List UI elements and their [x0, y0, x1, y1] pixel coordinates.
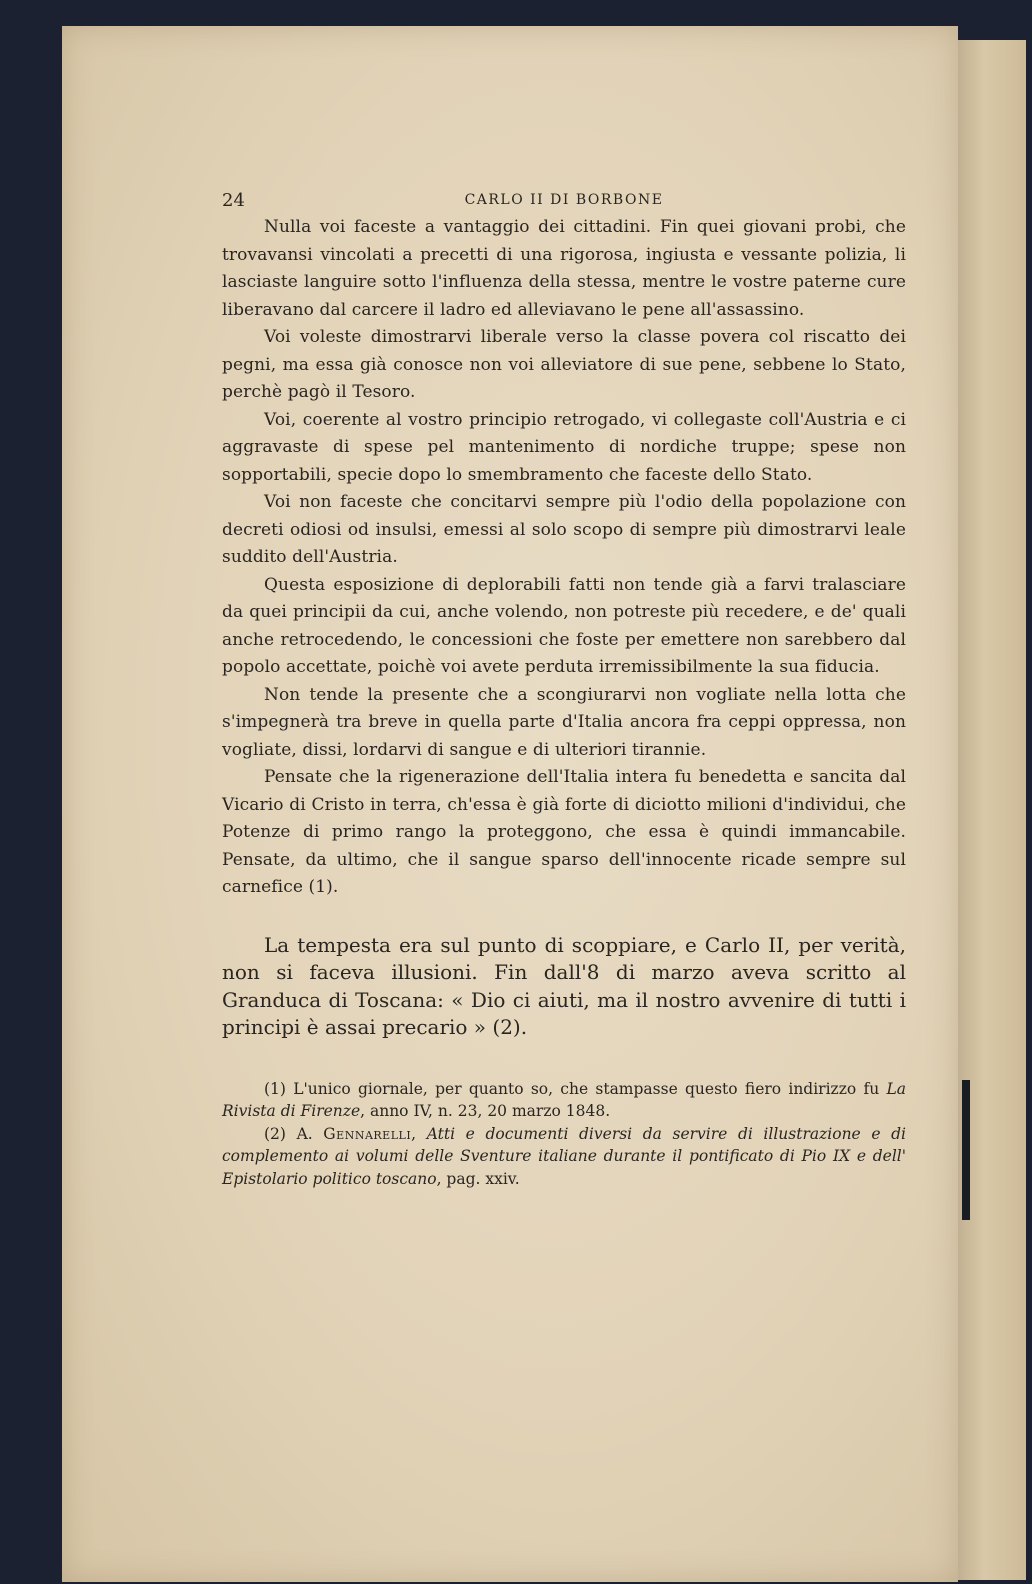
running-title: CARLO II DI BORBONE: [464, 192, 664, 208]
page-number: 24: [222, 190, 245, 211]
paragraph-7: Pensate che la rigenerazione dell'Italia intera fu benedetta e sancita dal Vicario di Cristo in terra, ch'essa è già forte di diciotto milioni d'individui, che Potenze di primo rango la proteggono, che essa è quindi immancabile. Pensate, da ultimo, che il sangue sparso dell'innocente ricade sempre sul carnefice (1).: [222, 767, 906, 897]
footnote-2-tail: , pag. xxiv.: [436, 1169, 520, 1188]
footnote-2-lead: (2) A.: [264, 1124, 324, 1143]
page-gap-shadow: [962, 1080, 970, 1220]
footnote-2: [222, 1123, 906, 1191]
next-page-edge: [955, 40, 1026, 1580]
footnote-1-title: La Rivista di Firenze: [222, 1079, 906, 1120]
page-header: [222, 160, 906, 214]
paragraph-6: Non tende la presente che a scongiurarvi non vogliate nella lotta che s'impegnerà tra breve in quella parte d'Italia ancora fra ceppi oppressa, non vogliate, dissi, lordarvi di sangue e di ulteriori tirannie.: [222, 684, 906, 760]
footnote-1-tail: , anno IV, n. 23, 20 marzo 1848.: [360, 1102, 611, 1120]
footnote-2-author: Gennarelli: [323, 1124, 412, 1143]
footnote-2-sep: ,: [411, 1124, 427, 1143]
paragraph-4: Voi non faceste che concitarvi sempre più l'odio della popolazione con decreti odiosi od insulsi, emessi al solo scopo di sempre più dimostrarvi leale suddito dell'Austria.: [222, 492, 906, 567]
footnote-1-lead: (1) L'unico giornale, per quanto so, che stampasse questo fiero indirizzo fu: [264, 1079, 887, 1098]
footnotes: [222, 1078, 906, 1191]
footnote-2-title: Atti e documenti diversi da servire di illustrazione e di complemento ai volumi delle Sventure italiane durante il pontificato di Pio IX e dell' Epistolario politico toscano: [222, 1124, 907, 1188]
narrative-paragraph: La tempesta era sul punto di scoppiare, e Carlo II, per verità, non si faceva illusioni. Fin dall'8 di marzo aveva scritto al Granduca di Toscana: « Dio ci aiuti, ma il nostro avvenire di tutti i principi è assai precario » (2).: [222, 932, 906, 1039]
paragraph-2: Voi voleste dimostrarvi liberale verso la classe povera col riscatto dei pegni, ma essa già conosce non voi alleviatore di sue pene, sebbene lo Stato, perchè pagò il Tesoro.: [222, 327, 906, 402]
paragraph-5: Questa esposizione di deplorabili fatti non tende già a farvi tralasciare da quei principii da cui, anche volendo, non potreste più recedere, e de' quali anche retrocedendo, le concessioni che foste per emettere non sarebbero dal popolo accettate, poichè voi avete perduta irremissibilmente la sua fiducia.: [222, 574, 906, 677]
footnote-1: [222, 1078, 906, 1123]
paragraph-3: Voi, coerente al vostro principio retrogado, vi collegaste coll'Austria e ci aggravaste di spese pel mantenimento di nordiche truppe; spese non sopportabili, specie dopo lo smembramento che faceste dello Stato.: [222, 409, 906, 485]
paragraph-1: Nulla voi faceste a vantaggio dei cittadini. Fin quei giovani probi, che trovavansi vincolati a precetti di una rigorosa, ingiusta e vessante polizia, li lasciaste languire sotto l'influenza della stessa, mentre le vostre paterne cure liberavano dal carcere il ladro ed alleviavano le pene all'assassino.: [222, 217, 906, 320]
page-text-block: [222, 160, 906, 1190]
